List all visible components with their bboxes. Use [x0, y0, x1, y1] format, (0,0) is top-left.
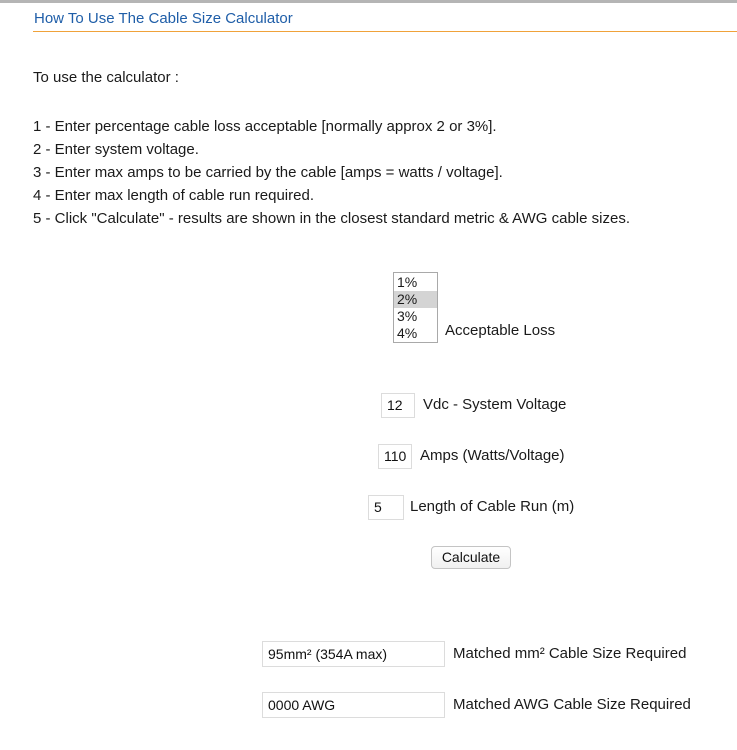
instruction-list	[33, 115, 630, 230]
amps-label: Amps (Watts/Voltage)	[420, 447, 565, 464]
instruction-step-3: 3 - Enter max amps to be carried by the cable [amps = watts / voltage].	[33, 164, 503, 181]
calculate-button[interactable]: Calculate	[431, 546, 511, 569]
loss-option-3[interactable]: 3%	[397, 308, 418, 324]
title-underline	[33, 31, 737, 32]
loss-option-2[interactable]: 2%	[394, 291, 437, 308]
system-voltage-label: Vdc - System Voltage	[423, 396, 567, 413]
instruction-step-4: 4 - Enter max length of cable run required.	[33, 187, 314, 204]
instruction-step-1: 1 - Enter percentage cable loss acceptable [normally approx 2 or 3%].	[33, 118, 497, 135]
amps-input[interactable]: 110	[378, 444, 412, 469]
instruction-step-2: 2 - Enter system voltage.	[33, 141, 199, 158]
metric-result-field[interactable]: 95mm² (354A max)	[262, 641, 445, 667]
instruction-step-5: 5 - Click "Calculate" - results are shown in the closest standard metric & AWG cable sizes.	[33, 210, 630, 227]
intro-text: To use the calculator :	[33, 69, 179, 86]
loss-option-1[interactable]: 1%	[397, 274, 418, 290]
acceptable-loss-label: Acceptable Loss	[445, 322, 556, 339]
cable-length-input[interactable]: 5	[368, 495, 404, 520]
page-title: How To Use The Cable Size Calculator	[34, 10, 293, 27]
cable-length-label: Length of Cable Run (m)	[410, 498, 575, 515]
acceptable-loss-listbox[interactable]	[393, 272, 438, 343]
loss-option-4[interactable]: 4%	[397, 325, 418, 341]
top-divider	[0, 0, 737, 3]
awg-result-label: Matched AWG Cable Size Required	[453, 696, 691, 713]
awg-result-field[interactable]: 0000 AWG	[262, 692, 445, 718]
system-voltage-input[interactable]: 12	[381, 393, 415, 418]
metric-result-label: Matched mm² Cable Size Required	[453, 645, 687, 662]
